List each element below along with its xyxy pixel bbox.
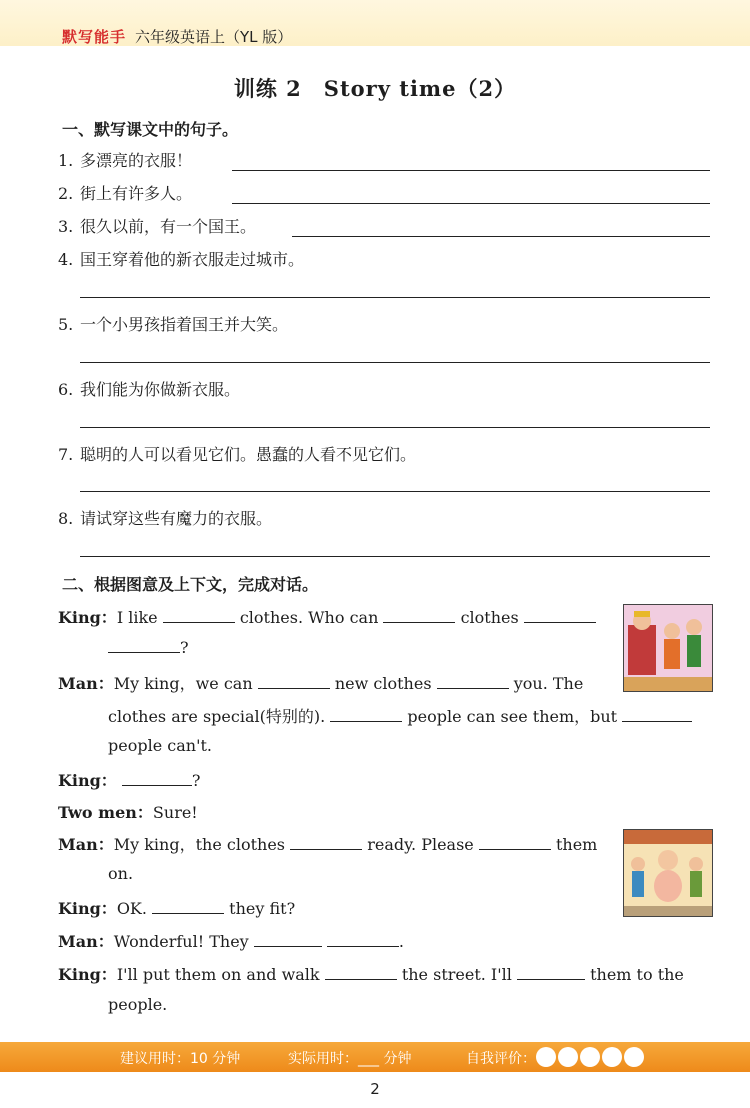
blank-input[interactable] bbox=[327, 932, 399, 947]
sentence-item-5: 5. 一个小男孩指着国王并大笑。 bbox=[58, 315, 289, 334]
dialog-line-13: people. bbox=[108, 995, 168, 1014]
sentence-item-1: 1. 多漂亮的衣服！ bbox=[58, 151, 193, 170]
flower-icon[interactable] bbox=[626, 1049, 642, 1065]
dialog-line-9: on. bbox=[108, 864, 134, 883]
page-title: 训练 2 Story time（2） bbox=[233, 76, 517, 101]
answer-line-2[interactable] bbox=[232, 203, 710, 204]
blank-input[interactable] bbox=[152, 899, 224, 914]
blank-input[interactable] bbox=[290, 835, 362, 850]
dialog-line-4: clothes are special(特别的). people can see them，but bbox=[108, 704, 692, 727]
dialog-line-3: Man：My king，we can new clothes you. The bbox=[58, 674, 584, 693]
page-number: 2 bbox=[370, 1080, 380, 1098]
dialog-line-10: King：OK. they fit? bbox=[58, 899, 296, 918]
flower-icon[interactable] bbox=[560, 1049, 576, 1065]
dialog-line-12: King：I'll put them on and walk the street. I'll them to the bbox=[58, 965, 684, 984]
dialog-line-2: ? bbox=[108, 638, 189, 657]
book-title: 六年级英语上（YL 版） bbox=[135, 28, 293, 46]
dialog-line-5: people can't. bbox=[108, 736, 212, 755]
footer-bar bbox=[0, 1042, 750, 1072]
header-bar bbox=[0, 0, 750, 46]
suggested-time: 建议用时：10 分钟 bbox=[120, 1051, 241, 1067]
blank-input[interactable] bbox=[122, 771, 192, 786]
sentence-item-8: 8. 请试穿这些有魔力的衣服。 bbox=[58, 509, 273, 528]
dialog-line-6: King： ? bbox=[58, 771, 201, 790]
sentence-item-3: 3. 很久以前，有一个国王。 bbox=[58, 217, 257, 236]
actual-time: 实际用时：___ 分钟 bbox=[288, 1051, 412, 1067]
self-evaluation-label: 自我评价： bbox=[466, 1051, 536, 1067]
blank-input[interactable] bbox=[330, 707, 402, 722]
blank-input[interactable] bbox=[524, 608, 596, 623]
answer-line-1[interactable] bbox=[232, 170, 710, 171]
parade-illustration bbox=[623, 829, 713, 917]
answer-line-4[interactable] bbox=[80, 297, 710, 298]
sentence-item-4: 4. 国王穿着他的新衣服走过城市。 bbox=[58, 250, 305, 269]
blank-input[interactable] bbox=[479, 835, 551, 850]
blank-input[interactable] bbox=[325, 965, 397, 980]
section1-heading: 一、默写课文中的句子。 bbox=[62, 120, 239, 139]
answer-line-6[interactable] bbox=[80, 427, 710, 428]
flower-icon[interactable] bbox=[582, 1049, 598, 1065]
blank-input[interactable] bbox=[258, 674, 330, 689]
blank-input[interactable] bbox=[622, 707, 692, 722]
dialog-line-8: Man：My king，the clothes ready. Please them bbox=[58, 835, 598, 854]
answer-line-3[interactable] bbox=[292, 236, 710, 237]
brand-logo: 默写能手 bbox=[62, 28, 127, 46]
section2-heading: 二、根据图意及上下文，完成对话。 bbox=[62, 575, 319, 594]
blank-input[interactable] bbox=[517, 965, 585, 980]
answer-line-5[interactable] bbox=[80, 362, 710, 363]
blank-input[interactable] bbox=[383, 608, 455, 623]
sentence-item-6: 6. 我们能为你做新衣服。 bbox=[58, 380, 241, 399]
dialog-line-11: Man：Wonderful! They . bbox=[58, 932, 404, 951]
answer-line-7[interactable] bbox=[80, 491, 710, 492]
answer-line-8[interactable] bbox=[80, 556, 710, 557]
blank-input[interactable] bbox=[437, 674, 509, 689]
flower-icon[interactable] bbox=[538, 1049, 554, 1065]
blank-input[interactable] bbox=[108, 638, 180, 653]
sentence-item-7: 7. 聪明的人可以看见它们。愚蠢的人看不见它们。 bbox=[58, 445, 417, 464]
blank-input[interactable] bbox=[163, 608, 235, 623]
sentence-item-2: 2. 街上有许多人。 bbox=[58, 184, 193, 203]
flower-icon[interactable] bbox=[604, 1049, 620, 1065]
dialog-line-1: King：I like clothes. Who can clothes bbox=[58, 605, 596, 628]
blank-input[interactable] bbox=[254, 932, 322, 947]
dialog-line-7: Two men：Sure! bbox=[58, 803, 198, 822]
king-illustration bbox=[623, 604, 713, 692]
